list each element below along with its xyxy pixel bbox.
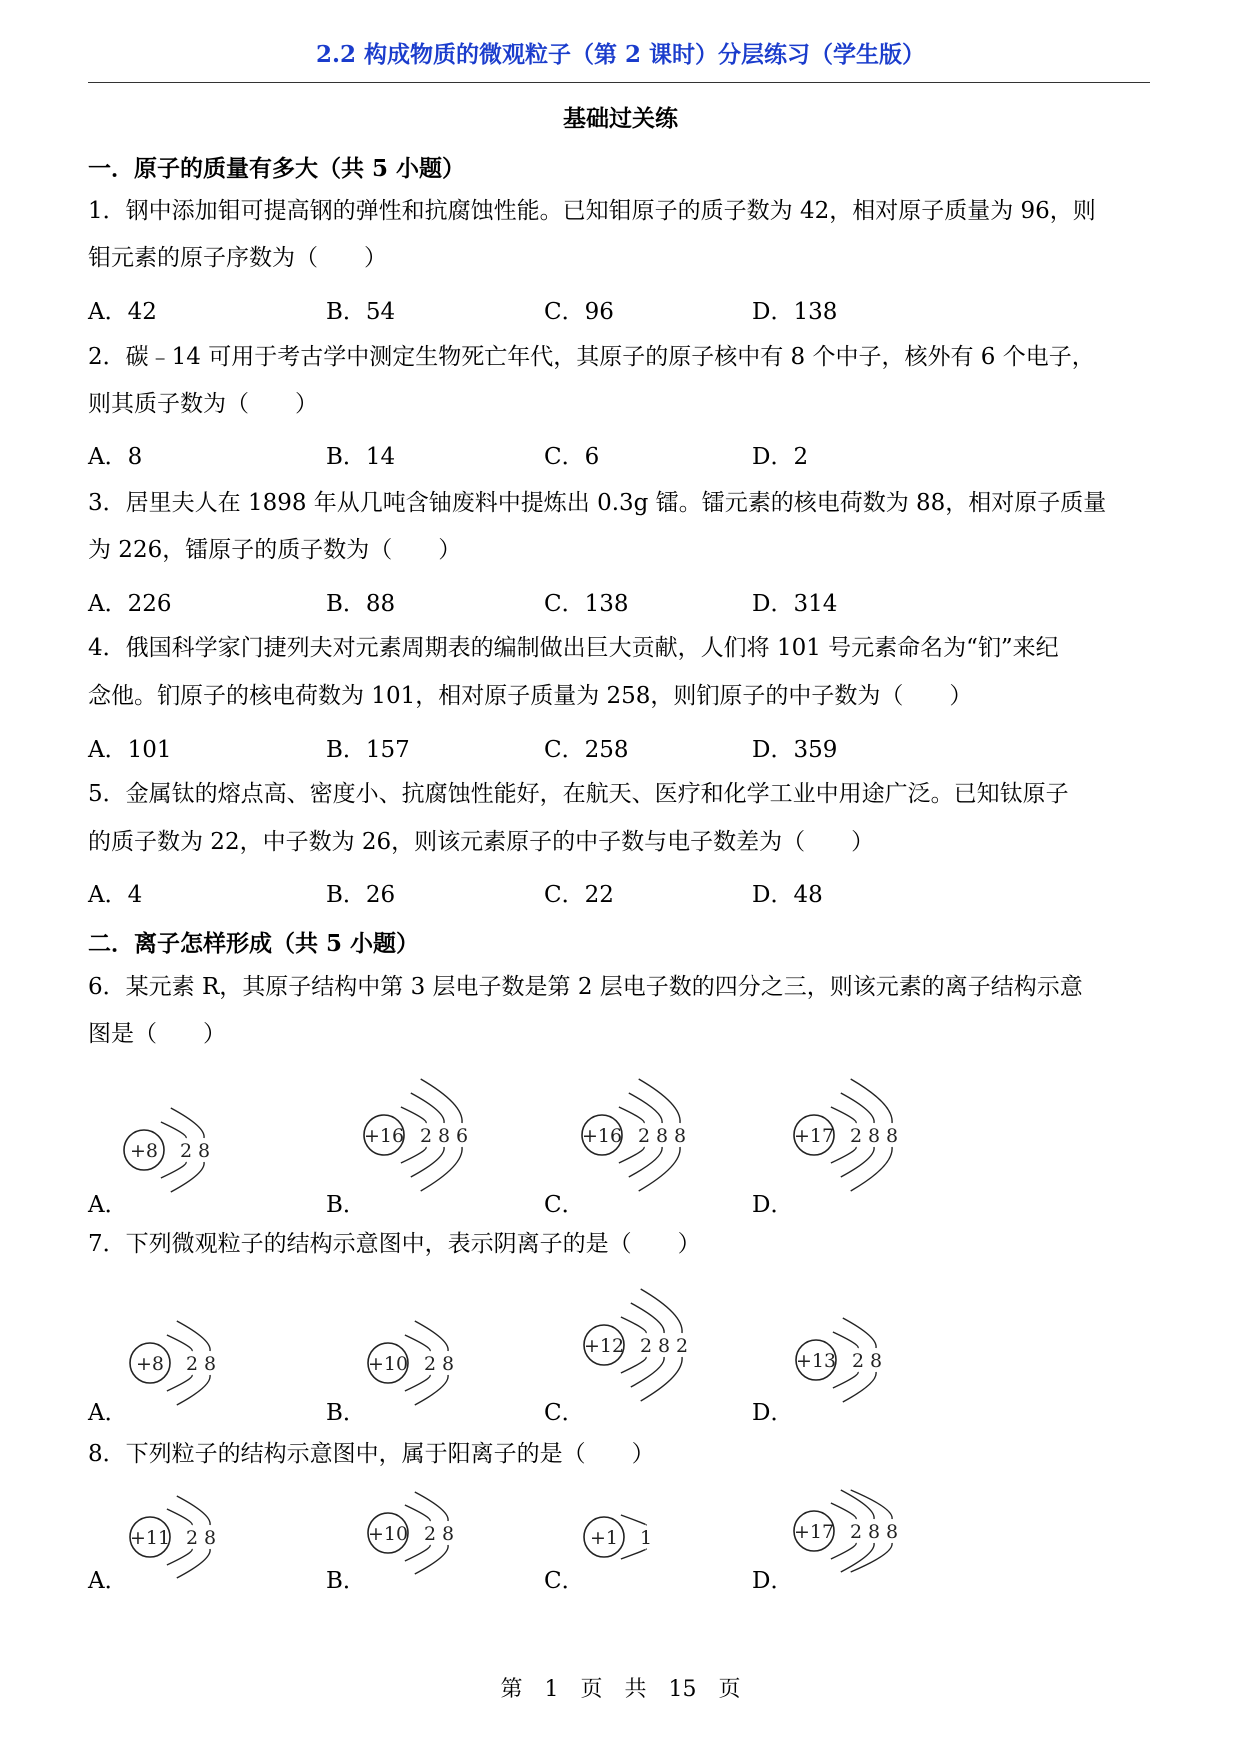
shell-electron-count: 2 <box>849 1125 863 1147</box>
shell-arc-lower <box>621 1549 646 1559</box>
shell-arc-upper <box>621 1317 646 1333</box>
q8-diagram-b <box>364 1488 484 1578</box>
shell-arc-lower <box>405 1545 430 1561</box>
question-3-option-b: B．88 <box>326 591 396 617</box>
shell-electron-count: 8 <box>197 1140 211 1162</box>
shell-electron-count: 1 <box>639 1527 653 1549</box>
question-6-option-b: B． <box>326 1192 366 1218</box>
shell-arc-lower <box>411 1147 444 1177</box>
shell-arc-upper <box>161 1122 186 1138</box>
shell-arc-upper <box>641 1289 682 1333</box>
shell-arc-lower <box>415 1375 448 1405</box>
q6-diagram-a <box>120 1090 250 1210</box>
shell-electron-count: 8 <box>441 1523 455 1545</box>
nucleus-label: +10 <box>367 1523 409 1545</box>
shell-arc-upper <box>405 1335 430 1351</box>
question-1-option-b: B．54 <box>326 299 396 325</box>
shell-electron-count: 2 <box>849 1521 863 1543</box>
question-4-line-1: 4．俄国科学家门捷列夫对元素周期表的编制做出巨大贡献，人们将 101 号元素命名为“钔”来纪 <box>88 635 1059 661</box>
shell-arc-lower <box>177 1549 210 1578</box>
shell-electron-count: 8 <box>437 1125 451 1147</box>
shell-arc-upper <box>177 1496 210 1525</box>
question-8-option-d: D． <box>752 1568 794 1594</box>
shell-electron-count: 8 <box>657 1335 671 1357</box>
shell-arc-lower <box>167 1549 192 1565</box>
question-6-option-a: A． <box>88 1192 128 1218</box>
shell-arc-upper <box>851 1079 892 1123</box>
shell-arc-upper <box>177 1321 210 1351</box>
question-4-option-a: A．101 <box>88 737 172 763</box>
q8-diagram-a <box>126 1492 246 1582</box>
shell-arc-lower <box>833 1372 858 1388</box>
q7-diagram-c <box>580 1275 730 1415</box>
q6-diagram-c <box>578 1065 728 1205</box>
shell-arc-lower <box>639 1147 680 1191</box>
shell-electron-count: 8 <box>869 1350 883 1372</box>
shell-arc-upper <box>841 1490 874 1519</box>
page-footer: 第 1 页 共 15 页 <box>500 1677 741 1702</box>
shell-electron-count: 8 <box>867 1125 881 1147</box>
shell-electron-count: 8 <box>885 1521 899 1543</box>
question-3-option-c: C．138 <box>544 591 629 617</box>
q8-diagram-d <box>790 1486 910 1576</box>
question-3-line-2: 为 226，镭原子的质子数为（ ） <box>88 537 462 563</box>
shell-arc-upper <box>843 1318 876 1348</box>
shell-arc-upper <box>831 1107 856 1123</box>
shell-electron-count: 8 <box>885 1125 899 1147</box>
shell-electron-count: 8 <box>655 1125 669 1147</box>
shell-arc-lower <box>421 1147 462 1191</box>
question-1-option-d: D．138 <box>752 299 838 325</box>
shell-arc-upper <box>619 1107 644 1123</box>
question-2-option-b: B．14 <box>326 444 396 470</box>
question-4-option-d: D．359 <box>752 737 838 763</box>
shell-arc-upper <box>405 1505 430 1521</box>
shell-electron-count: 8 <box>867 1521 881 1543</box>
shell-arc-lower <box>401 1147 426 1163</box>
header-divider <box>88 82 1150 83</box>
question-5-option-d: D．48 <box>752 882 823 908</box>
shell-arc-lower <box>167 1375 192 1391</box>
shell-arc-upper <box>411 1093 444 1123</box>
shell-arc-upper <box>421 1079 462 1123</box>
shell-arc-lower <box>161 1162 186 1178</box>
shell-arc-upper <box>841 1093 874 1123</box>
question-5-line-2: 的质子数为 22，中子数为 26，则该元素原子的中子数与电子数差为（ ） <box>88 829 875 855</box>
question-1-option-c: C．96 <box>544 299 614 325</box>
question-6-option-c: C． <box>544 1192 585 1218</box>
question-1-line-2: 钼元素的原子序数为（ ） <box>88 245 387 271</box>
question-5-line-1: 5．金属钛的熔点高、密度小、抗腐蚀性能好，在航天、医疗和化学工业中用途广泛。已知钛原子 <box>88 781 1069 807</box>
shell-electron-count: 2 <box>423 1353 437 1375</box>
shell-arc-upper <box>415 1321 448 1351</box>
question-7-line-1: 7．下列微观粒子的结构示意图中，表示阴离子的是（ ） <box>88 1231 701 1257</box>
shell-electron-count: 6 <box>455 1125 469 1147</box>
shell-arc-lower <box>851 1543 892 1572</box>
question-7-option-d: D． <box>752 1400 794 1426</box>
header-title: 2.2 构成物质的微观粒子（第 2 课时）分层练习（学生版） <box>315 41 926 68</box>
shell-arc-lower <box>841 1147 874 1177</box>
question-7-option-a: A． <box>88 1400 128 1426</box>
question-6-line-2: 图是（ ） <box>88 1021 226 1047</box>
question-8-option-a: A． <box>88 1568 128 1594</box>
question-6-line-1: 6．某元素 R，其原子结构中第 3 层电子数是第 2 层电子数的四分之三，则该元素的离子结构示意 <box>88 974 1083 1000</box>
shell-arc-upper <box>415 1492 448 1521</box>
question-2-line-1: 2．碳﹣14 可用于考古学中测定生物死亡年代，其原子的原子核中有 8 个中子，核外有 6 个电子， <box>88 344 1095 370</box>
question-5-option-b: B．26 <box>326 882 396 908</box>
question-8-option-c: C． <box>544 1568 585 1594</box>
nucleus-label: +8 <box>129 1140 159 1162</box>
shell-arc-upper <box>167 1509 192 1525</box>
shell-arc-lower <box>621 1357 646 1373</box>
shell-arc-upper <box>629 1093 662 1123</box>
nucleus-label: +16 <box>581 1125 623 1147</box>
shell-arc-upper <box>851 1490 892 1519</box>
question-7-option-b: B． <box>326 1400 366 1426</box>
shell-arc-lower <box>405 1375 430 1391</box>
nucleus-label: +8 <box>135 1353 165 1375</box>
nucleus-label: +13 <box>795 1350 837 1372</box>
q8-diagram-c <box>580 1492 680 1582</box>
shell-electron-count: 2 <box>851 1350 865 1372</box>
section-subtitle: 基础过关练 <box>563 105 678 132</box>
shell-electron-count: 2 <box>185 1353 199 1375</box>
shell-electron-count: 2 <box>637 1125 651 1147</box>
shell-arc-lower <box>619 1147 644 1163</box>
question-7-option-c: C． <box>544 1400 585 1426</box>
shell-arc-upper <box>831 1503 856 1519</box>
question-8-line-1: 8．下列粒子的结构示意图中，属于阳离子的是（ ） <box>88 1441 655 1467</box>
shell-electron-count: 8 <box>203 1353 217 1375</box>
question-1-line-1: 1．钢中添加钼可提高钢的弹性和抗腐蚀性能。已知钼原子的质子数为 42，相对原子质量为 96，则 <box>88 198 1096 224</box>
question-2-line-2: 则其质子数为（ ） <box>88 391 318 417</box>
shell-arc-lower <box>831 1543 856 1559</box>
shell-arc-lower <box>843 1372 876 1402</box>
shell-electron-count: 8 <box>673 1125 687 1147</box>
question-3-option-d: D．314 <box>752 591 838 617</box>
shell-electron-count: 2 <box>179 1140 193 1162</box>
shell-arc-lower <box>851 1147 892 1191</box>
shell-arc-upper <box>639 1079 680 1123</box>
question-2-option-d: D．2 <box>752 444 809 470</box>
q7-diagram-b <box>364 1308 494 1418</box>
section-heading-1: 一．原子的质量有多大（共 5 小题） <box>88 155 466 182</box>
question-2-option-a: A．8 <box>88 444 143 470</box>
nucleus-label: +1 <box>589 1527 619 1549</box>
nucleus-label: +17 <box>793 1125 835 1147</box>
shell-arc-lower <box>177 1375 210 1405</box>
nucleus-label: +10 <box>367 1353 409 1375</box>
q6-diagram-d <box>790 1065 940 1205</box>
question-4-option-b: B．157 <box>326 737 410 763</box>
shell-arc-lower <box>415 1545 448 1574</box>
question-5-option-a: A．4 <box>88 882 143 908</box>
question-2-option-c: C．6 <box>544 444 600 470</box>
shell-arc-upper <box>401 1107 426 1123</box>
shell-arc-lower <box>831 1147 856 1163</box>
shell-arc-upper <box>167 1335 192 1351</box>
q7-diagram-a <box>126 1308 256 1418</box>
question-3-line-1: 3．居里夫人在 1898 年从几吨含铀废料中提炼出 0.3g 镭。镭元素的核电荷数为 88，相对原子质量 <box>88 490 1107 516</box>
shell-arc-upper <box>171 1108 204 1138</box>
question-4-option-c: C．258 <box>544 737 629 763</box>
shell-arc-upper <box>833 1332 858 1348</box>
shell-electron-count: 2 <box>423 1523 437 1545</box>
shell-arc-lower <box>171 1162 204 1192</box>
question-6-option-d: D． <box>752 1192 794 1218</box>
shell-electron-count: 2 <box>675 1335 689 1357</box>
question-4-line-2: 念他。钔原子的核电荷数为 101，相对原子质量为 258，则钔原子的中子数为（ ） <box>88 683 973 709</box>
section-heading-2: 二．离子怎样形成（共 5 小题） <box>88 930 420 957</box>
shell-arc-lower <box>629 1147 662 1177</box>
shell-electron-count: 2 <box>419 1125 433 1147</box>
q6-diagram-b <box>360 1065 510 1205</box>
shell-arc-lower <box>841 1543 874 1572</box>
shell-arc-upper <box>631 1303 664 1333</box>
shell-electron-count: 2 <box>639 1335 653 1357</box>
question-3-option-a: A．226 <box>88 591 172 617</box>
nucleus-label: +17 <box>793 1521 835 1543</box>
q7-diagram-d <box>792 1305 922 1415</box>
question-8-option-b: B． <box>326 1568 366 1594</box>
shell-arc-lower <box>631 1357 664 1387</box>
nucleus-label: +12 <box>583 1335 625 1357</box>
nucleus-label: +16 <box>363 1125 405 1147</box>
question-1-option-a: A．42 <box>88 299 157 325</box>
shell-electron-count: 2 <box>185 1527 199 1549</box>
shell-arc-upper <box>621 1515 646 1525</box>
shell-arc-lower <box>641 1357 682 1401</box>
shell-electron-count: 8 <box>203 1527 217 1549</box>
shell-electron-count: 8 <box>441 1353 455 1375</box>
question-5-option-c: C．22 <box>544 882 614 908</box>
nucleus-label: +11 <box>129 1527 171 1549</box>
